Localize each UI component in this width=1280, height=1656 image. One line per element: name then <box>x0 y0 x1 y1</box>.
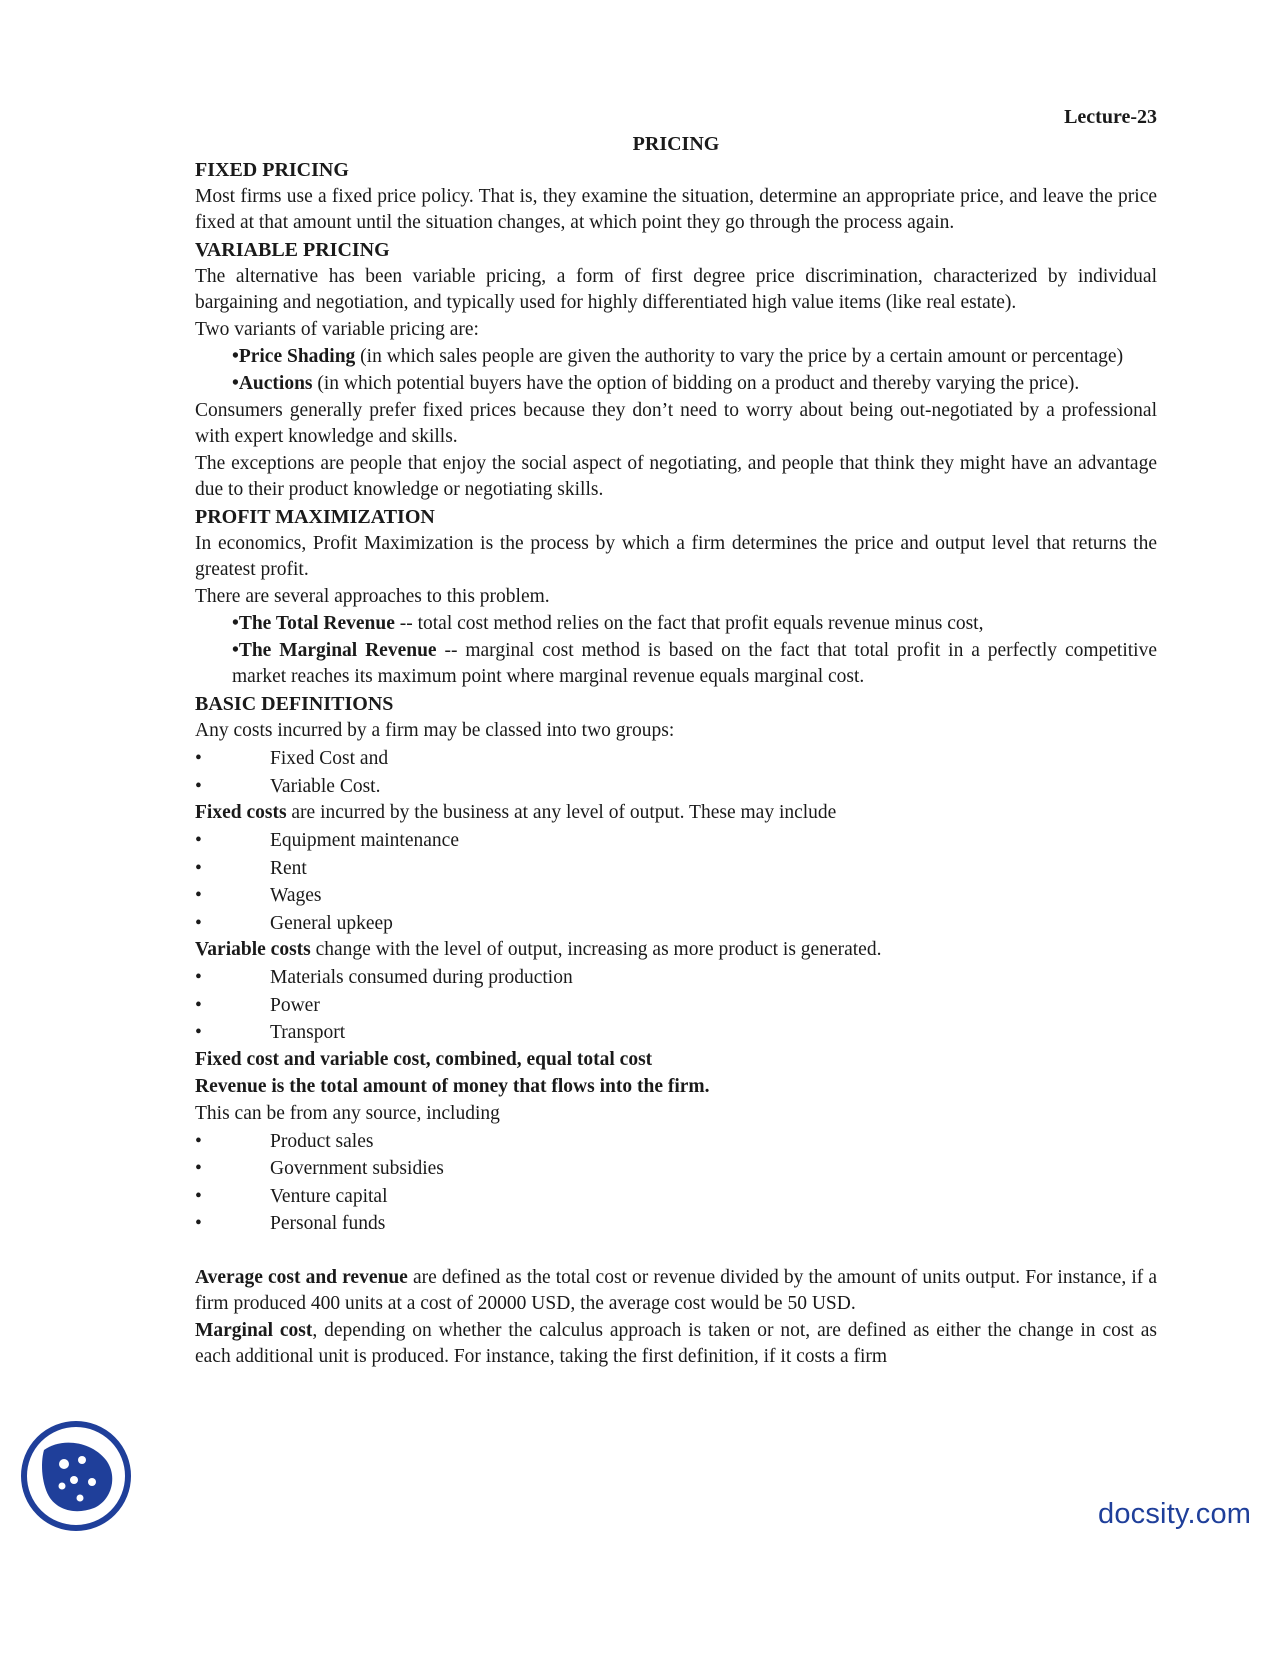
lecture-number: Lecture-23 <box>1064 106 1157 128</box>
variant-price-shading <box>195 344 1157 370</box>
paragraph: There are several approaches to this problem. <box>195 586 550 607</box>
paragraph: This can be from any source, including <box>195 1102 500 1124</box>
paragraph: The alternative has been variable pricing, a form of first degree price discrimination, characterized by individual bargaining and negotiation, and typically used for highly differentiated high value items (like real estate). <box>195 266 1157 313</box>
approach-marginal-revenue <box>195 638 1157 690</box>
bullet-icon: • <box>195 1185 202 1207</box>
term: •The Marginal Revenue <box>232 640 437 661</box>
list-item-text: Equipment maintenance <box>270 830 459 851</box>
list-item <box>195 910 1157 938</box>
list-item <box>195 882 1157 910</box>
term-description: (in which sales people are given the authority to vary the price by a certain amount or percentage) <box>355 346 1124 367</box>
document-page <box>195 104 1157 1371</box>
total-cost-statement: Fixed cost and variable cost, combined, equal total cost <box>195 1048 653 1070</box>
fixed-costs-list <box>195 827 1157 937</box>
bullet-icon: • <box>195 1130 202 1152</box>
term: Fixed costs <box>195 802 287 823</box>
paragraph: Most firms use a fixed price policy. That is, they examine the situation, determine an appropriate price, and leave the price fixed at that amount until the situation changes, at which point they go through the process again. <box>195 186 1157 233</box>
bullet-icon: • <box>195 748 202 769</box>
list-item-text: General upkeep <box>270 912 393 934</box>
term-description: are incurred by the business at any level of output. These may include <box>286 802 837 823</box>
list-item <box>195 745 1157 773</box>
bullet-icon: • <box>195 885 202 906</box>
variable-costs-list <box>195 964 1157 1047</box>
term-description: are defined as the total cost or revenue divided by the amount of units output. For instance, if a firm produced 400 units at a cost of 20000 USD, the average cost would be 50 USD. <box>195 1266 1157 1314</box>
list-item <box>195 773 1157 801</box>
bullet-icon: • <box>195 1158 202 1179</box>
list-item <box>195 1155 1157 1183</box>
list-item <box>195 1019 1157 1047</box>
paragraph-marginal-cost <box>195 1318 1157 1370</box>
list-item-text: Product sales <box>270 1130 374 1152</box>
term: Marginal cost <box>195 1319 313 1341</box>
docsity-brand-link[interactable]: docsity.com <box>1098 1498 1252 1530</box>
list-item <box>195 992 1157 1020</box>
variant-auctions <box>195 371 1157 397</box>
bullet-icon: • <box>195 967 202 988</box>
list-item <box>195 1128 1157 1156</box>
revenue-statement: Revenue is the total amount of money that flows into the firm. <box>195 1075 710 1097</box>
revenue-sources-list <box>195 1128 1157 1238</box>
list-item <box>195 964 1157 992</box>
heading-fixed-pricing: FIXED PRICING <box>195 159 349 181</box>
term-description: , depending on whether the calculus approach is taken or not, are defined as either the change in cost as each additional unit is produced. For instance, taking the first definition, if it costs a firm <box>195 1319 1157 1367</box>
paragraph: The exceptions are people that enjoy the social aspect of negotiating, and people that think they might have an advantage due to their product knowledge or negotiating skills. <box>195 453 1157 500</box>
list-item-text: Variable Cost. <box>270 775 381 797</box>
term-description: (in which potential buyers have the option of bidding on a product and thereby varying the price). <box>312 373 1080 394</box>
docsity-logo-icon[interactable] <box>20 1420 132 1532</box>
term: Average cost and revenue <box>195 1266 408 1288</box>
term: •Auctions <box>232 373 313 394</box>
heading-basic-definitions: BASIC DEFINITIONS <box>195 693 394 715</box>
spacer <box>195 1238 1157 1265</box>
term-description: change with the level of output, increasing as more product is generated. <box>310 939 882 960</box>
heading-profit-maximization: PROFIT MAXIMIZATION <box>195 506 435 528</box>
paragraph-variable-costs <box>195 937 1157 963</box>
list-item-text: Wages <box>270 885 322 906</box>
term-description: -- marginal cost method is based on the fact that total profit in a perfectly competitive market reaches its maximum point where marginal revenue equals marginal cost. <box>232 640 1157 687</box>
bullet-icon: • <box>195 1022 202 1043</box>
paragraph: Two variants of variable pricing are: <box>195 319 479 340</box>
paragraph: Any costs incurred by a firm may be classed into two groups: <box>195 720 675 741</box>
list-item-text: Personal funds <box>270 1213 386 1234</box>
bullet-icon: • <box>195 1213 202 1234</box>
term-description: -- total cost method relies on the fact that profit equals revenue minus cost, <box>394 613 984 634</box>
list-item-text: Power <box>270 994 320 1016</box>
list-item-text: Rent <box>270 857 307 879</box>
paragraph: In economics, Profit Maximization is the process by which a firm determines the price and output level that returns the greatest profit. <box>195 533 1157 580</box>
list-item <box>195 855 1157 883</box>
bullet-icon: • <box>195 912 202 934</box>
list-item-text: Fixed Cost and <box>270 748 389 769</box>
paragraph-fixed-costs <box>195 800 1157 826</box>
list-item-text: Government subsidies <box>270 1158 444 1179</box>
bullet-icon: • <box>195 830 202 851</box>
bullet-icon: • <box>195 994 202 1016</box>
list-item <box>195 1210 1157 1238</box>
cost-groups-list <box>195 745 1157 800</box>
list-item-text: Venture capital <box>270 1185 388 1207</box>
list-item <box>195 827 1157 855</box>
heading-variable-pricing: VARIABLE PRICING <box>195 239 390 261</box>
approach-total-revenue <box>195 611 1157 637</box>
list-item <box>195 1183 1157 1211</box>
bullet-icon: • <box>195 857 202 879</box>
page-title: PRICING <box>632 133 720 155</box>
list-item-text: Transport <box>270 1022 346 1043</box>
term: Variable costs <box>195 939 311 960</box>
bullet-icon: • <box>195 775 202 797</box>
paragraph-average-cost <box>195 1265 1157 1317</box>
list-item-text: Materials consumed during production <box>270 967 573 988</box>
paragraph: Consumers generally prefer fixed prices because they don’t need to worry about being out-negotiated by a professional with expert knowledge and skills. <box>195 400 1157 447</box>
term: •Price Shading <box>232 346 356 367</box>
term: •The Total Revenue <box>232 613 395 634</box>
